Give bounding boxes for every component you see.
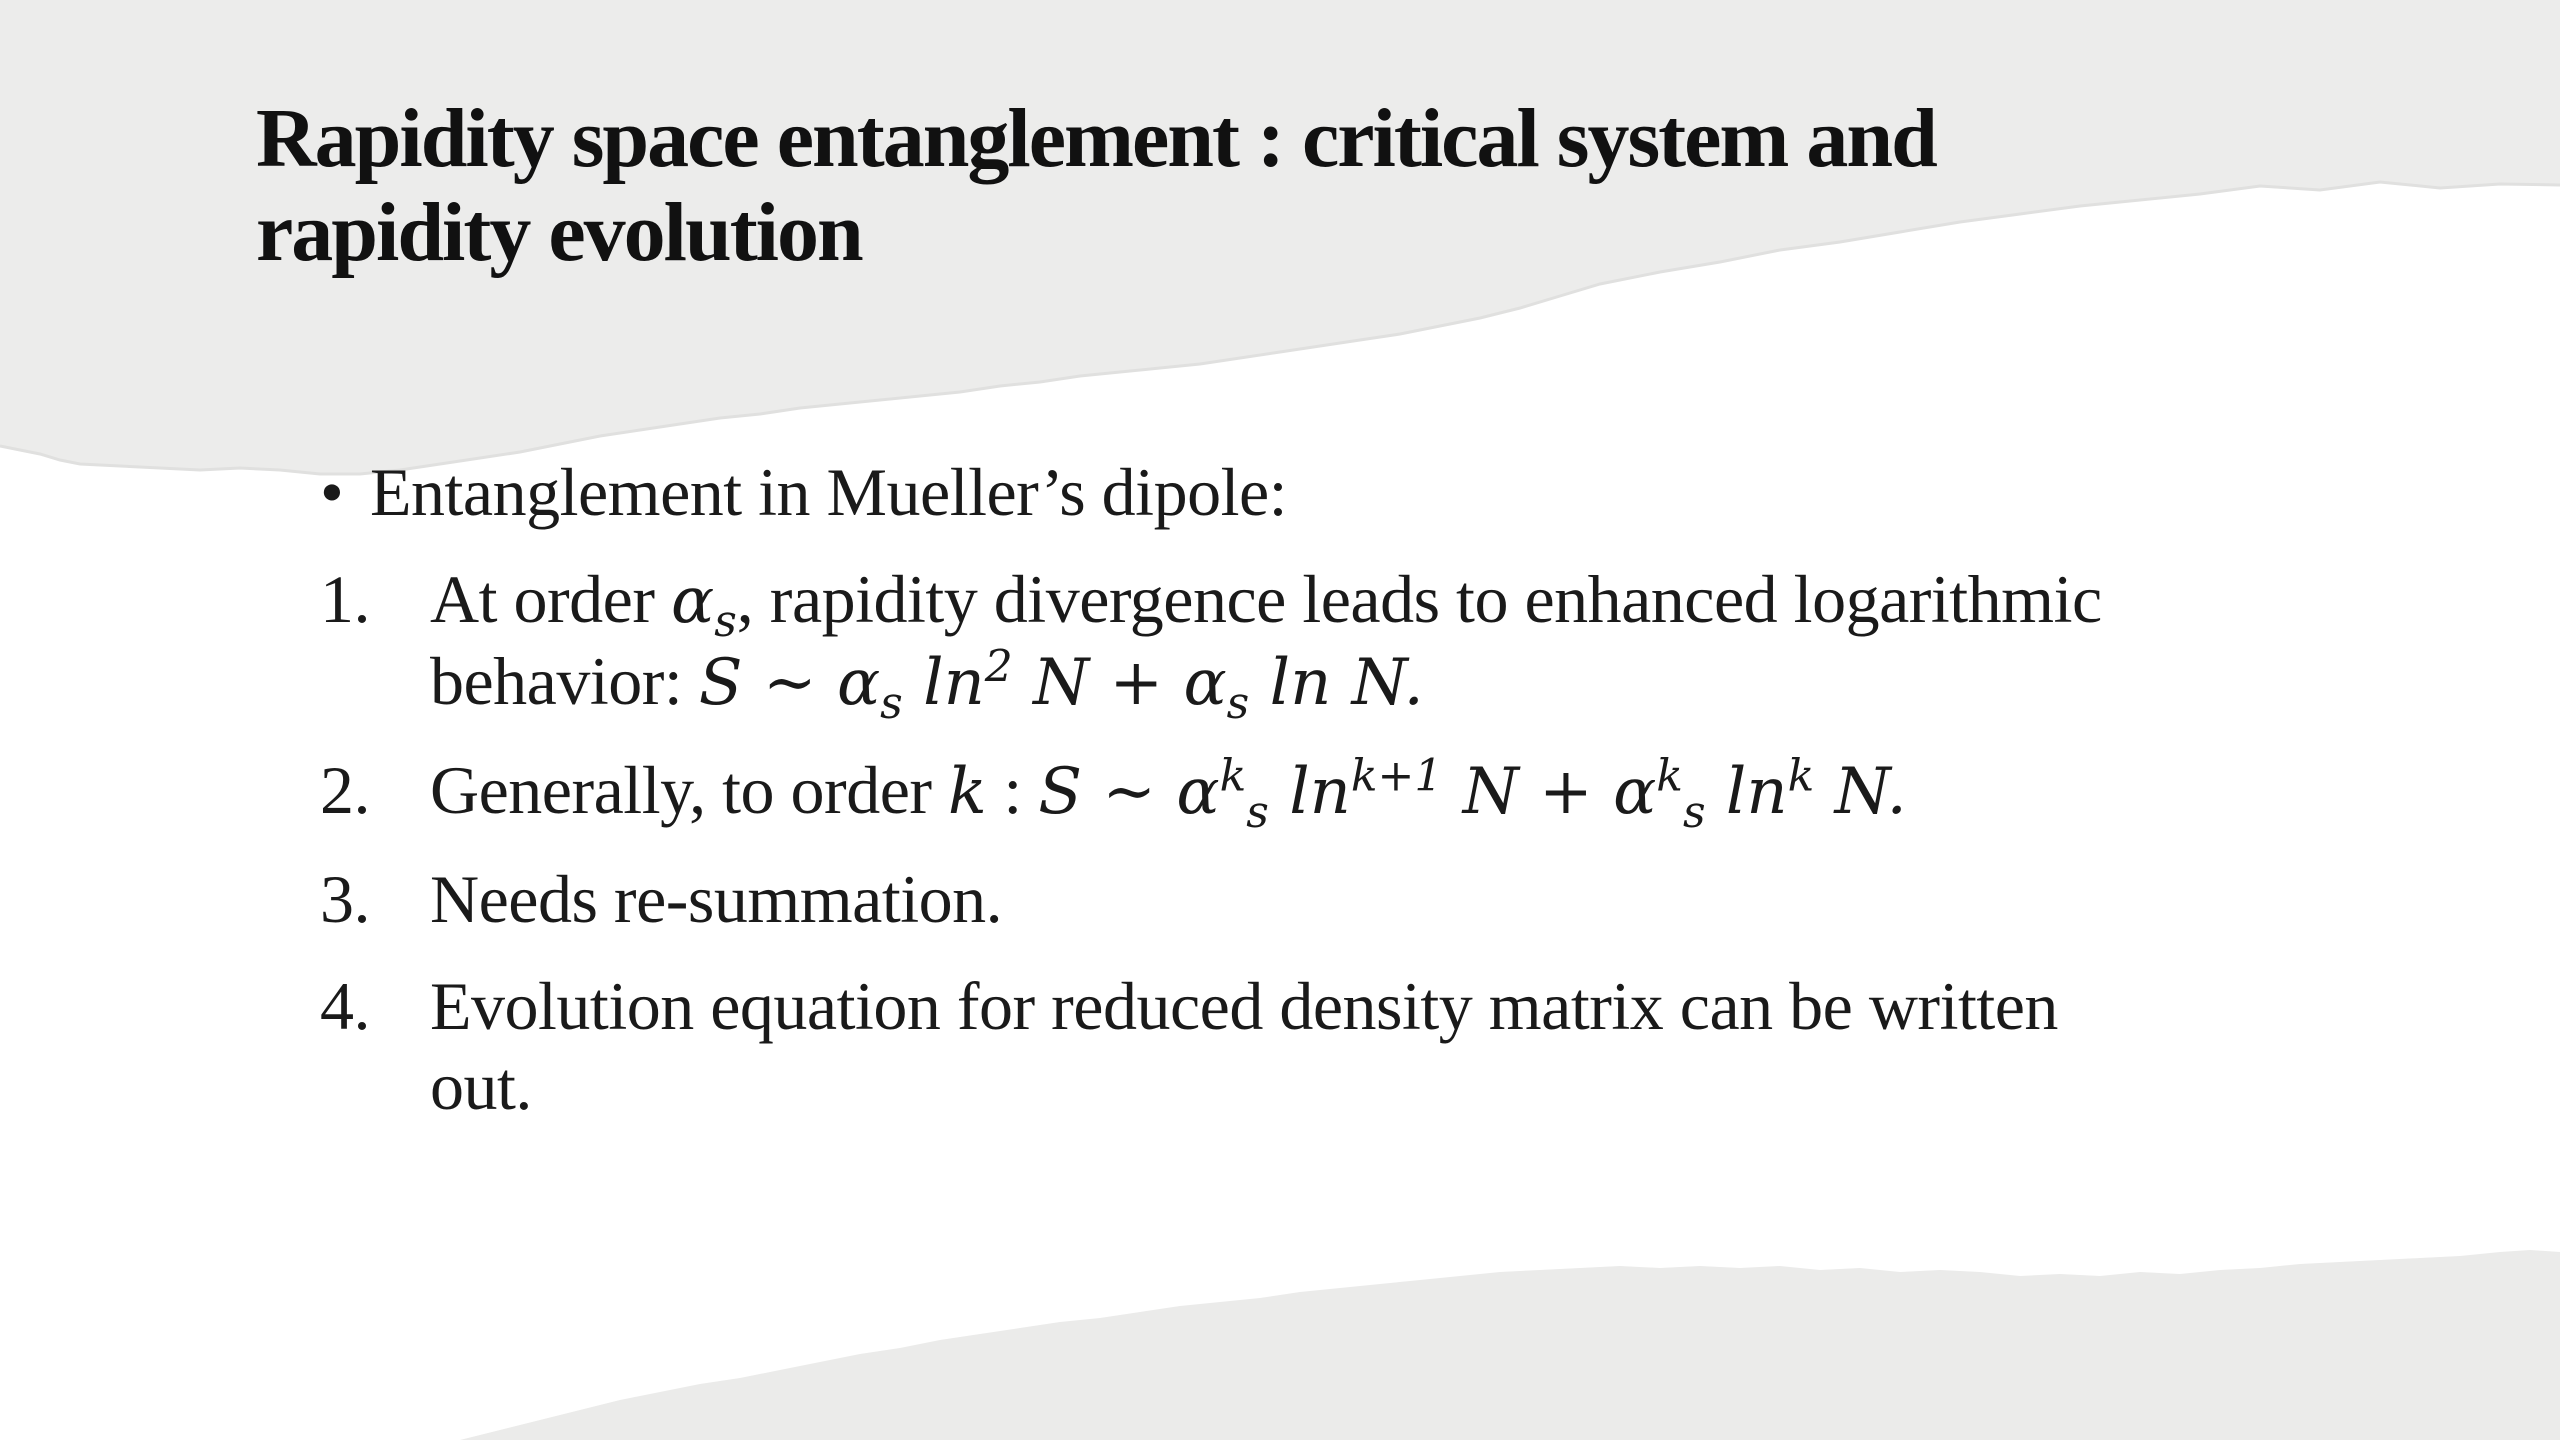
list-text: Needs re-summation. <box>430 861 1003 937</box>
math-alpha-s <box>670 564 737 647</box>
math-formula <box>698 641 1424 729</box>
text-fragment: , rapidity divergence leads to enhanced logarithmic behavior: <box>430 561 2102 719</box>
text-fragment: : <box>986 752 1039 828</box>
math-k: k <box>948 755 987 829</box>
math-superscript: k <box>1787 750 1815 802</box>
text-fragment: At order <box>430 561 671 637</box>
math-part: S ∼ α <box>698 646 881 720</box>
list-text: Evolution equation for reduced density matrix can be written out. <box>430 968 2058 1124</box>
bullet-item <box>320 452 2120 532</box>
list-item-3 <box>320 859 2120 939</box>
math-symbol: α <box>670 564 715 638</box>
bullet-marker: • <box>320 454 344 530</box>
list-number: 3. <box>320 861 370 937</box>
slide-title: Rapidity space entanglement : critical system and rapidity evolution <box>256 92 1936 279</box>
list-item-4 <box>320 966 2120 1126</box>
math-part: N + α <box>1442 755 1657 829</box>
math-superscript: k <box>1219 750 1247 802</box>
torn-paper-bottom-shape <box>460 1250 2560 1440</box>
list-number: 1. <box>320 561 370 637</box>
math-subscript: s <box>1246 786 1269 838</box>
bullet-text: Entanglement in Mueller’s dipole: <box>370 454 1288 530</box>
math-subscript: s <box>880 677 903 729</box>
list-text <box>320 559 2120 729</box>
math-part: ln <box>1268 755 1351 829</box>
math-subscript: s <box>1682 786 1706 838</box>
math-superscript: k+1 <box>1350 750 1443 802</box>
list-item-1 <box>320 559 2120 729</box>
math-subscript: s <box>1226 677 1250 729</box>
slide-content <box>320 452 2120 1153</box>
list-text <box>320 750 2120 838</box>
list-number: 4. <box>320 968 370 1044</box>
list-item-2 <box>320 750 2120 838</box>
math-part: ln <box>902 646 985 720</box>
math-superscript: k <box>1656 750 1683 802</box>
math-part: N. <box>1814 755 1907 829</box>
math-formula <box>1038 750 1907 838</box>
text-fragment: Generally, to order <box>430 752 949 828</box>
math-part: ln N. <box>1249 646 1424 720</box>
math-subscript: s <box>714 595 737 647</box>
list-number: 2. <box>320 752 370 828</box>
math-part: S ∼ α <box>1038 755 1220 829</box>
math-part: ln <box>1705 755 1788 829</box>
math-superscript: 2 <box>984 641 1013 693</box>
math-part: N + α <box>1012 646 1227 720</box>
